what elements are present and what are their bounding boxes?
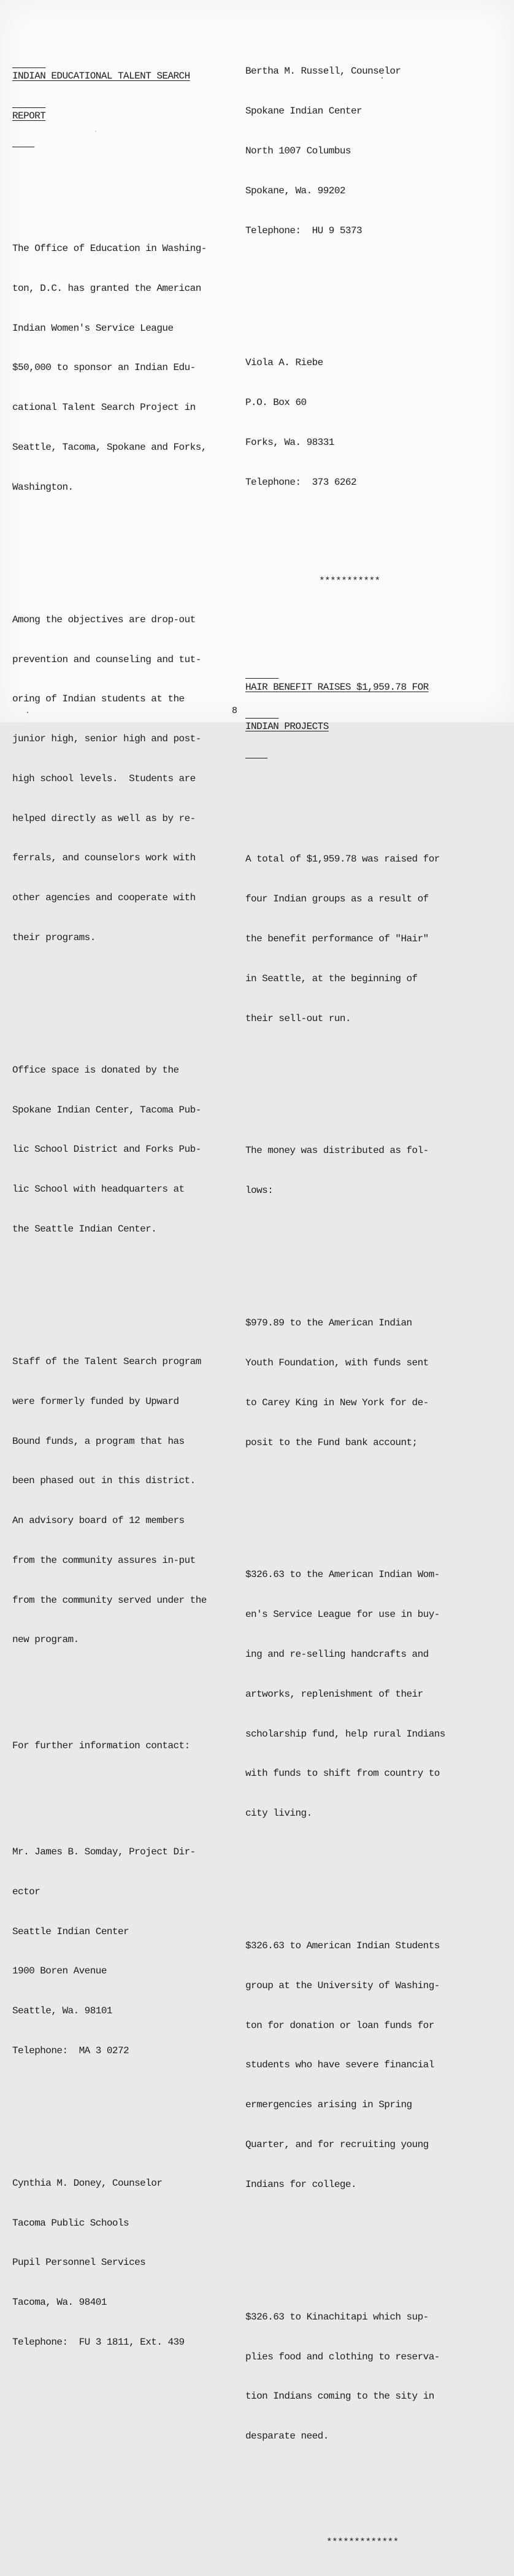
title-line: INDIAN EDUCATIONAL TALENT SEARCH bbox=[12, 71, 190, 82]
paragraph-objectives bbox=[12, 587, 245, 971]
text-line: ton, D.C. has granted the American bbox=[12, 282, 201, 294]
text-line: four Indian groups as a result of bbox=[245, 893, 429, 905]
text-line: from the community served under the bbox=[12, 1594, 207, 1606]
text-line: $326.63 to American Indian Students bbox=[245, 1940, 440, 1952]
text-line: en's Service League for use in buy- bbox=[245, 1609, 440, 1621]
text-line: Tacoma, Wa. 98401 bbox=[12, 2297, 107, 2308]
contact-block-russell bbox=[245, 39, 497, 264]
title-line: HAIR BENEFIT RAISES $1,959.78 FOR bbox=[245, 681, 429, 693]
page-number: 8 bbox=[232, 706, 238, 716]
text-line: Telephone: FU 3 1811, Ext. 439 bbox=[12, 2336, 185, 2348]
text-line: high school levels. Students are bbox=[12, 773, 196, 784]
contact-intro: For further information contact: bbox=[12, 1740, 190, 1752]
text-line: Staff of the Talent Search program bbox=[12, 1355, 201, 1367]
text-line: ing and re-selling handcrafts and bbox=[245, 1649, 429, 1660]
scan-speck bbox=[382, 77, 383, 79]
scan-speck bbox=[27, 712, 28, 713]
text-line: ermergencies arising in Spring bbox=[245, 2099, 412, 2111]
paragraph-youth-foundation bbox=[245, 1290, 497, 1476]
text-line: Indian Women's Service League bbox=[12, 322, 174, 334]
text-line: group at the University of Washing- bbox=[245, 1980, 440, 1991]
text-line: Washington. bbox=[12, 481, 74, 493]
text-line: in Seattle, at the beginning of bbox=[245, 973, 418, 984]
paragraph-kinachitapi bbox=[245, 2285, 497, 2470]
article-title-hair-benefit bbox=[245, 655, 497, 761]
text-line: tion Indians coming to the sity in bbox=[245, 2391, 434, 2402]
text-line: P.O. Box 60 bbox=[245, 397, 307, 409]
text-line: to Carey King in New York for de- bbox=[245, 1397, 429, 1408]
text-line: Tacoma Public Schools bbox=[12, 2217, 129, 2229]
text-line: Pupil Personnel Services bbox=[12, 2257, 146, 2269]
text-line: Telephone: HU 9 5373 bbox=[245, 225, 362, 236]
text-line: Among the objectives are drop-out bbox=[12, 614, 196, 625]
text-line: ton for donation or loan funds for bbox=[245, 2019, 434, 2031]
paragraph-office-space bbox=[12, 1038, 245, 1263]
text-line: with funds to shift from country to bbox=[245, 1768, 440, 1780]
paragraph-grant bbox=[12, 216, 245, 521]
text-line: Forks, Wa. 98331 bbox=[245, 437, 334, 448]
text-line: lic School with headquarters at bbox=[12, 1184, 185, 1195]
text-line: the Seattle Indian Center. bbox=[12, 1224, 157, 1235]
text-line: The Office of Education in Washing- bbox=[12, 243, 207, 255]
contact-block-doney bbox=[12, 2151, 245, 2376]
text-line: A total of $1,959.78 was raised for bbox=[245, 854, 440, 865]
text-line: The money was distributed as fol- bbox=[245, 1145, 429, 1157]
text-line: city living. bbox=[245, 1808, 312, 1819]
text-line: been phased out in this district. bbox=[12, 1475, 196, 1487]
text-line: Spokane Indian Center, Tacoma Pub- bbox=[12, 1104, 201, 1116]
separator-stars: ************* bbox=[326, 2536, 399, 2548]
text-line: students who have severe financial bbox=[245, 2059, 434, 2071]
scan-speck bbox=[95, 131, 96, 132]
paragraph-students-group bbox=[245, 1913, 497, 2218]
text-line: desparate need. bbox=[245, 2431, 329, 2442]
text-line: ector bbox=[12, 1886, 40, 1897]
text-line: new program. bbox=[12, 1634, 79, 1646]
text-line: oring of Indian students at the bbox=[12, 693, 185, 705]
text-line: helped directly as well as by re- bbox=[12, 812, 196, 824]
text-line: Quarter, and for recruiting young bbox=[245, 2139, 429, 2150]
text-line: other agencies and cooperate with bbox=[12, 892, 196, 904]
text-line: posit to the Fund bank account; bbox=[245, 1436, 418, 1448]
text-line: $326.63 to Kinachitapi which sup- bbox=[245, 2311, 429, 2323]
paragraph-distribution bbox=[245, 1118, 497, 1224]
text-line: Bertha M. Russell, Counselor bbox=[245, 66, 401, 77]
text-line: Telephone: MA 3 0272 bbox=[12, 2045, 129, 2056]
text-line: Seattle Indian Center bbox=[12, 1926, 129, 1937]
text-line: their sell-out run. bbox=[245, 1012, 351, 1024]
text-line: $979.89 to the American Indian bbox=[245, 1317, 412, 1329]
right-column bbox=[245, 12, 497, 2576]
text-line: North 1007 Columbus bbox=[245, 145, 351, 156]
text-line: Office space is donated by the bbox=[12, 1064, 179, 1076]
text-line: Seattle, Tacoma, Spokane and Forks, bbox=[12, 442, 207, 453]
title-line: REPORT bbox=[12, 110, 46, 122]
paragraph-service-league bbox=[245, 1542, 497, 1847]
title-line: INDIAN PROJECTS bbox=[245, 721, 329, 733]
text-line: ferrals, and counselors work with bbox=[12, 852, 196, 864]
text-line: $50,000 to sponsor an Indian Edu- bbox=[12, 362, 196, 374]
text-line: Mr. James B. Somday, Project Dir- bbox=[12, 1846, 196, 1857]
text-line: prevention and counseling and tut- bbox=[12, 654, 201, 665]
separator-stars: *********** bbox=[319, 575, 380, 587]
text-line: 1900 Boren Avenue bbox=[12, 1965, 107, 1977]
text-line: Viola A. Riebe bbox=[245, 357, 323, 369]
paragraph-total-raised bbox=[245, 827, 497, 1052]
article-title-talent-search bbox=[12, 44, 245, 150]
text-line: Bound funds, a program that has bbox=[12, 1435, 185, 1447]
left-column bbox=[12, 17, 245, 2402]
text-line: An advisory board of 12 members bbox=[12, 1515, 185, 1527]
text-line: were formerly funded by Upward bbox=[12, 1395, 179, 1407]
text-line: from the community assures in-put bbox=[12, 1554, 196, 1566]
text-line: plies food and clothing to reserva- bbox=[245, 2351, 440, 2362]
text-line: their programs. bbox=[12, 931, 96, 943]
text-line: Youth Foundation, with funds sent bbox=[245, 1357, 429, 1368]
text-line: $326.63 to the American Indian Wom- bbox=[245, 1569, 440, 1581]
text-line: artworks, replenishment of their bbox=[245, 1688, 423, 1700]
paragraph-staff bbox=[12, 1329, 245, 1673]
text-line: Indians for college. bbox=[245, 2178, 357, 2190]
contact-block-somday bbox=[12, 1819, 245, 2084]
text-line: Spokane, Wa. 99202 bbox=[245, 185, 345, 196]
text-line: Seattle, Wa. 98101 bbox=[12, 2005, 112, 2017]
contact-block-riebe bbox=[245, 330, 497, 515]
text-line: junior high, senior high and post- bbox=[12, 733, 201, 745]
text-line: cational Talent Search Project in bbox=[12, 402, 196, 414]
text-line: Cynthia M. Doney, Counselor bbox=[12, 2177, 163, 2189]
text-line: Telephone: 373 6262 bbox=[245, 476, 357, 488]
text-line: the benefit performance of "Hair" bbox=[245, 933, 429, 944]
text-line: scholarship fund, help rural Indians bbox=[245, 1728, 445, 1740]
text-line: Spokane Indian Center bbox=[245, 106, 362, 117]
text-line: lows: bbox=[245, 1185, 274, 1197]
text-line: lic School District and Forks Pub- bbox=[12, 1144, 201, 1155]
